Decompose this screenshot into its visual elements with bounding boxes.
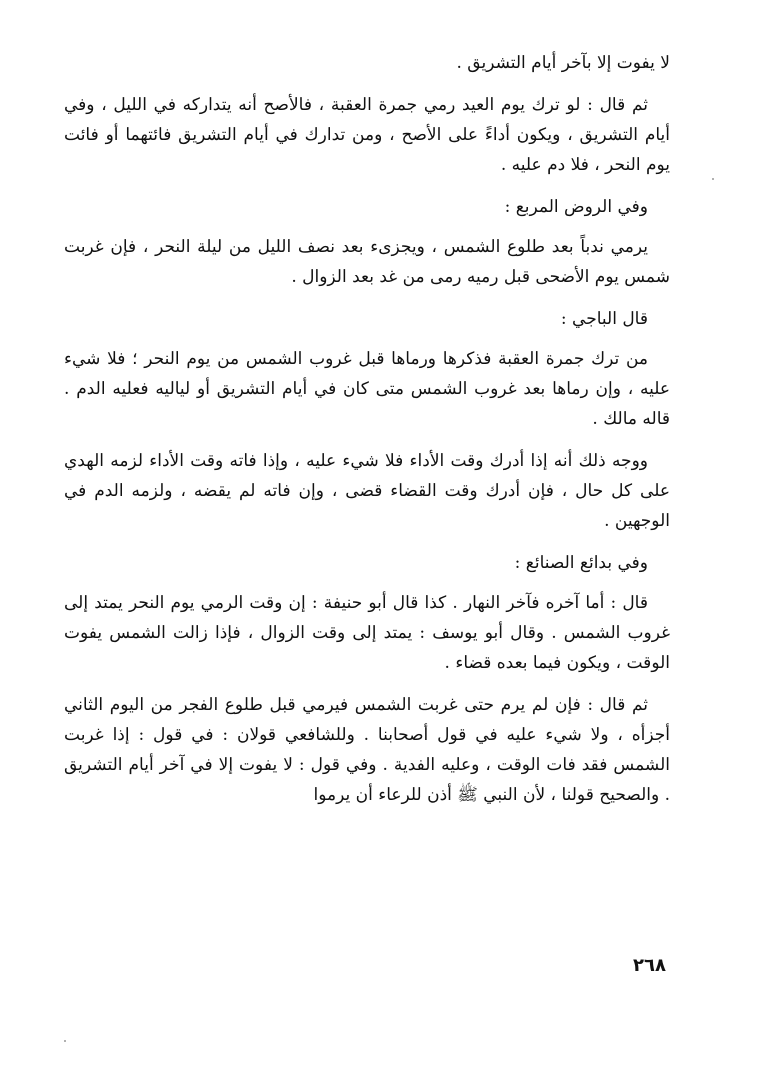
heading-badai-sanai: وفي بدائع الصنائع : [514,553,648,573]
paragraph-badai-continued: ثم قال : فإن لم يرم حتى غربت الشمس فيرمي قبل طلوع الفجر من اليوم الثاني أجزأه ، ولا شيء عليه في قول أصحابنا . وللشافعي قولان : في قول : إذا غربت الشمس فقد فات الوقت ، وعليه الفدية . وفي قول : لا يفوت إلا في آخر أيام التشريق . والصحيح قولنا ، لأن النبي ﷺ أذن للرعاء أن يرموا [64,695,670,805]
heading-baji: قال الباجي : [560,309,648,329]
heading-rawd-murbi: وفي الروض المربع : [504,197,648,217]
paragraph-continuation: لا يفوت إلا بآخر أيام التشريق . [456,53,670,73]
paragraph-rawd-murbi: يرمي ندباً بعد طلوع الشمس ، ويجزىء بعد نصف الليل من ليلة النحر ، فإن غربت شمس يوم الأضحى قبل رميه رمى من غد بعد الزوال . [64,237,670,287]
paragraph-badai-quote: قال : أما آخره فآخر النهار . كذا قال أبو حنيفة : إن وقت الرمي يوم النحر يمتد إلى غروب الشمس . وقال أبو يوسف : يمتد إلى وقت الزوال ، فإذا زالت الشمس يفوت الوقت ، ويكون فيما بعده قضاء . [64,593,670,673]
page-number: ٢٦٨ [633,955,666,976]
scan-speck [64,1040,66,1042]
paragraph-baji-explanation: ووجه ذلك أنه إذا أدرك وقت الأداء فلا شيء عليه ، وإذا فاته وقت الأداء لزمه الهدي على كل حال ، فإن أدرك وقت القضاء قضى ، وإن فاته لم يقضه ، ولزمه الدم في الوجهين . [64,451,670,531]
scan-speck [712,178,714,180]
body-text [64,48,670,822]
paragraph-baji-quote: من ترك جمرة العقبة فذكرها ورماها قبل غروب الشمس من يوم النحر ؛ فلا شيء عليه ، وإن رماها بعد غروب الشمس متى كان في أيام التشريق أو لياليه فعليه الدم . قاله مالك . [64,349,670,429]
paragraph-rafii-quote: ثم قال : لو ترك يوم العيد رمي جمرة العقبة ، فالأصح أنه يتداركه في الليل ، وفي أيام التشريق ، ويكون أداءً على الأصح ، ومن تدارك في أيام التشريق فائتهما أو فائت يوم النحر ، فلا دم عليه . [64,95,670,175]
